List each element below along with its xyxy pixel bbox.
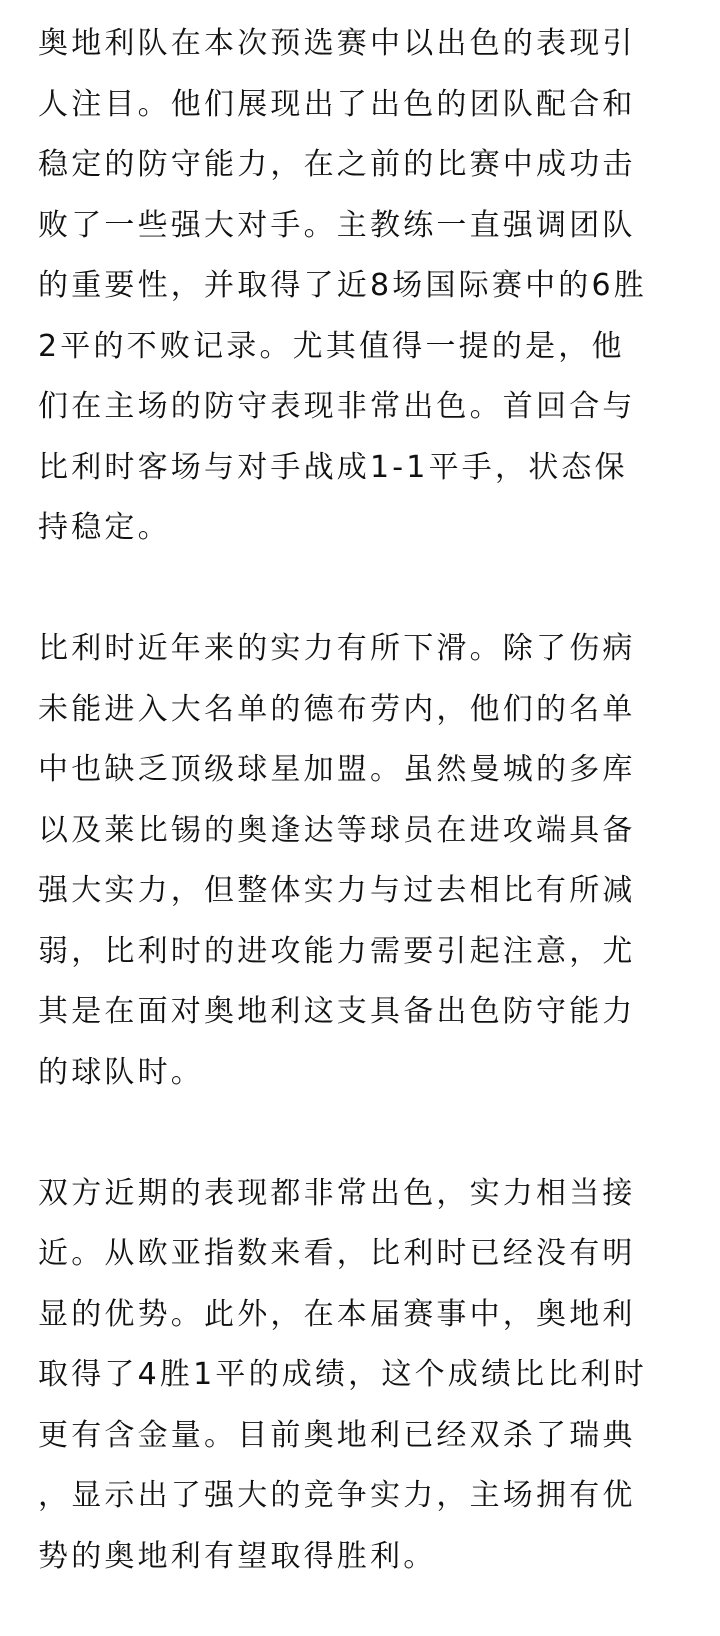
text-line: 势的奥地利有望取得胜利。 <box>38 1538 437 1574</box>
text-line: 取得了4胜1平的成绩，这个成绩比比利时 <box>38 1357 647 1392</box>
text-line: 双方近期的表现都非常出色，实力相当接 <box>38 1175 636 1211</box>
text-line: 的球队时。 <box>38 1054 204 1090</box>
text-line: 强大实力，但整体实力与过去相比有所减 <box>38 873 636 908</box>
text-line: 其是在面对奥地利这支具备出色防守能力 <box>38 994 636 1029</box>
text-line: 比利时近年来的实力有所下滑。除了伤病 <box>38 631 636 666</box>
article-body <box>38 14 698 1587</box>
text-line: 奥地利队在本次预选赛中以出色的表现引 <box>38 26 636 61</box>
text-line: 以及莱比锡的奥逢达等球员在进攻端具备 <box>38 812 636 848</box>
text-line: 弱，比利时的进攻能力需要引起注意，尤 <box>38 933 636 969</box>
text-line: 持稳定。 <box>38 510 171 545</box>
text-line: 2平的不败记录。尤其值得一提的是，他 <box>38 328 625 364</box>
text-line: 人注目。他们展现出了出色的团队配合和 <box>38 86 636 122</box>
text-line: 败了一些强大对手。主教练一直强调团队 <box>38 207 636 243</box>
text-line: 比利时客场与对手战成1-1平手，状态保 <box>38 449 628 485</box>
paragraph-belgium <box>38 619 698 1103</box>
text-line: 中也缺乏顶级球星加盟。虽然曼城的多库 <box>38 752 636 787</box>
text-line: 近。从欧亚指数来看，比利时已经没有明 <box>38 1236 636 1271</box>
text-line: 更有含金量。目前奥地利已经双杀了瑞典 <box>38 1417 636 1453</box>
text-line: 显的优势。此外，在本届赛事中，奥地利 <box>38 1296 636 1332</box>
paragraph-austria <box>38 14 698 559</box>
paragraph-conclusion <box>38 1164 698 1588</box>
text-line: 们在主场的防守表现非常出色。首回合与 <box>38 389 636 424</box>
text-line: 的重要性，并取得了近8场国际赛中的6胜 <box>38 268 647 303</box>
text-line: 未能进入大名单的德布劳内，他们的名单 <box>38 691 636 727</box>
text-line: ，显示出了强大的竞争实力，主场拥有优 <box>38 1478 636 1513</box>
text-line: 稳定的防守能力，在之前的比赛中成功击 <box>38 147 636 182</box>
